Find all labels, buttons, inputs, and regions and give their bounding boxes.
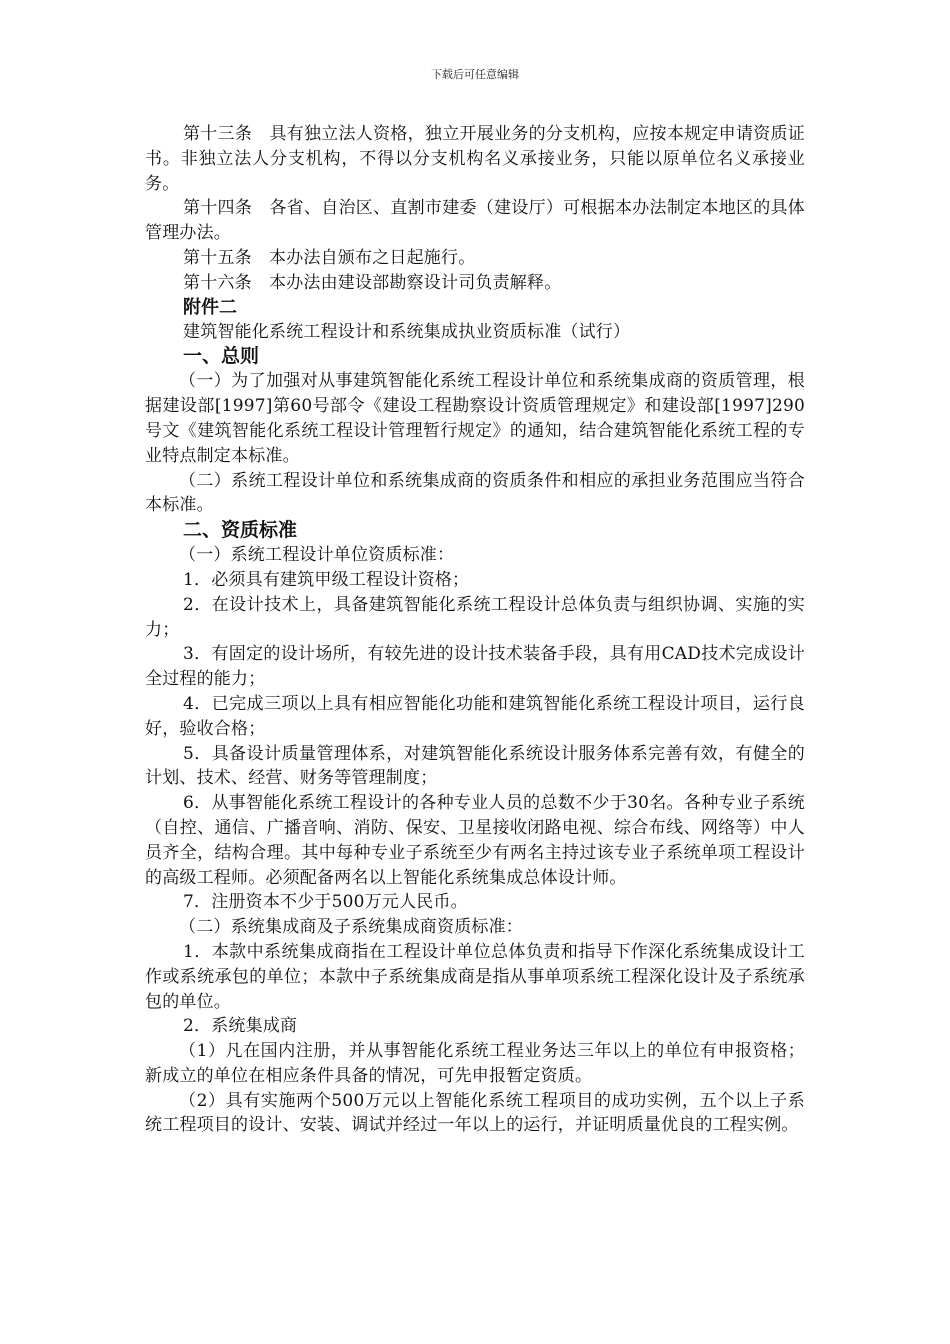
design-item-4: 4．已完成三项以上具有相应智能化功能和建筑智能化系统工程设计项目，运行良好，验收合格； xyxy=(145,693,805,739)
integrator-standard-heading: （二）系统集成商及子系统集成商资质标准： xyxy=(179,917,523,938)
design-item-7: 7．注册资本不少于500万元人民币。 xyxy=(183,892,468,913)
design-unit-standard-heading: （一）系统工程设计单位资质标准： xyxy=(179,545,455,566)
design-item-6: 6．从事智能化系统工程设计的各种专业人员的总数不少于30名。各种专业子系统（自控、通信、广播音响、消防、保安、卫星接收闭路电视、综合布线、网络等）中人员齐全，结构合理。其中每种专业子系统至少有两名主持过该专业子系统单项工程设计的高级工程师。必须配备两名以上智能化系统集成总体设计师。 xyxy=(145,793,805,888)
article-16: 第十六条 本办法由建设部勘察设计司负责解释。 xyxy=(183,272,562,293)
general-clause-2: （二）系统工程设计单位和系统集成商的资质条件和相应的承担业务范围应当符合本标准。 xyxy=(145,470,805,516)
document-body xyxy=(145,122,805,1138)
integrator-subitem-2: （2）具有实施两个500万元以上智能化系统工程项目的成功实例，五个以上子系统工程项目的设计、安装、调试并经过一年以上的运行，并证明质量优良的工程实例。 xyxy=(145,1090,805,1136)
attachment-heading: 附件二 xyxy=(183,296,237,318)
standard-title: 建筑智能化系统工程设计和系统集成执业资质标准（试行） xyxy=(183,321,631,342)
article-15: 第十五条 本办法自颁布之日起施行。 xyxy=(183,247,476,268)
design-item-1: 1．必须具有建筑甲级工程设计资格； xyxy=(183,569,470,590)
general-clause-1: （一）为了加强对从事建筑智能化系统工程设计单位和系统集成商的资质管理，根据建设部[1997]第60号部令《建设工程勘察设计资质管理规定》和建设部[1997]290号文《建筑智能化系统工程设计管理暂行规定》的通知，结合建筑智能化系统工程的专业特点制定本标准。 xyxy=(145,371,805,466)
integrator-subitem-1: （1）凡在国内注册，并从事智能化系统工程业务达三年以上的单位有申报资格；新成立的单位在相应条件具备的情况，可先申报暂定资质。 xyxy=(145,1041,805,1086)
article-13: 第十三条 具有独立法人资格，独立开展业务的分支机构，应按本规定申请资质证书。非独立法人分支机构，不得以分支机构名义承接业务，只能以原单位名义承接业务。 xyxy=(145,124,805,194)
integrator-item-1: 1．本款中系统集成商指在工程设计单位总体负责和指导下作深化系统集成设计工作或系统承包的单位；本款中子系统集成商是指从事单项系统工程深化设计及子系统承包的单位。 xyxy=(145,941,805,1012)
section-general-heading: 一、总则 xyxy=(183,345,260,368)
article-14: 第十四条 各省、自治区、直割市建委（建设厅）可根据本办法制定本地区的具体管理办法。 xyxy=(145,198,805,244)
page-header: 下载后可任意编辑 xyxy=(431,68,519,81)
design-item-2: 2．在设计技术上，具备建筑智能化系统工程设计总体负责与组织协调、实施的实力； xyxy=(145,594,805,640)
section-qualification-heading: 二、资质标准 xyxy=(183,519,298,542)
integrator-item-2: 2．系统集成商 xyxy=(183,1016,298,1037)
design-item-3: 3．有固定的设计场所，有较先进的设计技术装备手段，具有用CAD技术完成设计全过程的能力； xyxy=(145,644,805,690)
design-item-5: 5．具备设计质量管理体系，对建筑智能化系统设计服务体系完善有效，有健全的计划、技术、经营、财务等管理制度； xyxy=(145,743,805,789)
